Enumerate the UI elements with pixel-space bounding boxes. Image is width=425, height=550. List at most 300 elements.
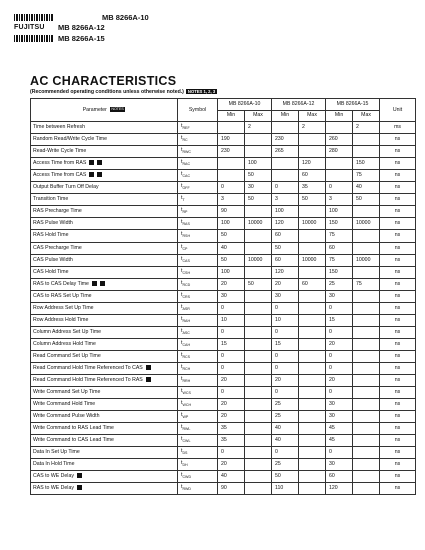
max-value-cell [299,146,326,158]
symbol-subscript: CSH [182,270,191,275]
max-value-cell [353,435,380,447]
symbol-subscript: RAC [182,162,191,167]
table-row [31,158,416,170]
min-value-cell: 0 [218,447,245,459]
min-value-cell: 0 [326,362,353,374]
table-row [31,362,416,374]
max-value-cell [299,314,326,326]
unit-cell: ns [380,326,416,338]
parameter-cell [31,471,178,483]
min-value-cell [326,158,353,170]
max-value-cell [353,206,380,218]
max-value-cell [353,386,380,398]
min-value-cell: 0 [272,447,299,459]
symbol-subscript: ASR [182,306,190,311]
symbol-main: t [181,267,183,274]
unit-cell: ns [380,471,416,483]
max-value-cell [299,302,326,314]
min-value-cell: 75 [326,254,353,266]
unit-cell: ns [380,459,416,471]
min-value-cell: 120 [272,266,299,278]
note-marker [97,160,102,165]
parameter-cell [31,422,178,434]
table-header-row [31,99,416,111]
max-value-cell: 10000 [353,254,380,266]
min-value-cell [326,170,353,182]
min-value-cell [218,122,245,134]
symbol-subscript: DH [182,463,188,468]
max-value-cell [245,146,272,158]
max-value-cell [245,266,272,278]
max-value-cell [245,350,272,362]
min-value-cell: 60 [272,254,299,266]
parameter-label: Write Command Pulse Width [33,412,100,419]
min-value-cell: 110 [272,483,299,495]
parameter-cell [31,290,178,302]
max-value-cell [245,386,272,398]
table-row [31,134,416,146]
symbol-cell [178,326,218,338]
note-marker [77,485,82,490]
part-number: MB 8266A-15 [58,33,105,43]
min-value-cell: 3 [272,194,299,206]
header-min: Min [218,110,245,122]
parameter-label: Output Buffer Turn Off Delay [33,184,99,191]
parameter-cell [31,362,178,374]
max-value-cell: 35 [299,182,326,194]
symbol-main: t [181,123,183,130]
symbol-subscript: OFF [182,186,190,191]
max-value-cell [353,230,380,242]
min-value-cell: 20 [272,374,299,386]
symbol-cell [178,134,218,146]
parameter-cell [31,218,178,230]
note-marker [89,172,94,177]
max-value-cell [353,146,380,158]
section-title: AC CHARACTERISTICS [30,74,177,88]
min-value-cell: 0 [326,447,353,459]
parameter-cell [31,206,178,218]
parameter-cell [31,314,178,326]
symbol-cell [178,146,218,158]
min-value-cell: 10 [272,314,299,326]
min-value-cell [218,170,245,182]
parameter-label: RAS Hold Time [33,232,69,239]
min-value-cell: 0 [218,182,245,194]
min-value-cell: 75 [326,230,353,242]
min-value-cell: 90 [218,206,245,218]
symbol-subscript: CAS [182,258,190,263]
min-value-cell: 45 [326,435,353,447]
max-value-cell: 60 [299,170,326,182]
min-value-cell [272,122,299,134]
min-value-cell: 30 [218,290,245,302]
min-value-cell: 100 [218,266,245,278]
symbol-cell [178,422,218,434]
symbol-main: t [181,472,183,479]
parameter-label: Write Command Set Up Time [33,388,101,395]
min-value-cell: 0 [326,302,353,314]
min-value-cell: 50 [218,230,245,242]
table-row [31,254,416,266]
unit-cell: ns [380,278,416,290]
symbol-subscript: RP [182,210,188,215]
min-value-cell: 40 [272,422,299,434]
min-value-cell: 0 [272,350,299,362]
table-row [31,266,416,278]
symbol-main: t [181,436,183,442]
symbol-main: t [181,411,183,418]
max-value-cell [353,471,380,483]
header-row [14,23,149,34]
parameter-label: Row Address Hold Time [33,316,89,323]
parameter-label: Time between Refresh [33,124,85,131]
parameter-cell [31,266,178,278]
min-value-cell: 60 [272,230,299,242]
max-value-cell [353,374,380,386]
max-value-cell [299,350,326,362]
table-row [31,230,416,242]
parameter-label: Data In Hold Time [33,461,75,468]
symbol-subscript: CWD [182,475,192,480]
min-value-cell: 100 [326,206,353,218]
symbol-main: t [181,219,183,226]
parameter-cell [31,302,178,314]
parameter-label: RAS Precharge Time [33,208,82,215]
symbol-cell [178,386,218,398]
max-value-cell: 40 [353,182,380,194]
table-row [31,218,416,230]
max-value-cell [353,398,380,410]
table-row [31,182,416,194]
unit-cell: ns [380,314,416,326]
min-value-cell: 60 [326,242,353,254]
unit-cell: ns [380,230,416,242]
max-value-cell: 50 [299,194,326,206]
parameter-label: Write Command Hold Time [33,400,96,407]
parameter-label: Row Address Set Up Time [33,304,94,311]
unit-cell: ns [380,386,416,398]
symbol-main: t [181,303,183,310]
symbol-cell [178,483,218,495]
max-value-cell [245,471,272,483]
symbol-subscript: RRH [182,378,191,383]
max-value-cell [299,447,326,459]
symbol-cell [178,459,218,471]
symbol-main: t [181,135,183,142]
table-row [31,290,416,302]
parameter-cell [31,158,178,170]
max-value-cell [245,362,272,374]
barcode-mark [14,35,54,42]
table-row [31,146,416,158]
symbol-subscript: WCH [182,402,192,407]
max-value-cell [245,314,272,326]
min-value-cell: 3 [326,194,353,206]
min-value-cell [272,170,299,182]
max-value-cell [353,483,380,495]
unit-cell: ns [380,146,416,158]
min-value-cell: 20 [218,410,245,422]
max-value-cell [299,398,326,410]
table-row [31,314,416,326]
symbol-cell [178,182,218,194]
parameter-label: Data In Set Up Time [33,449,80,456]
header-unit: Unit [380,99,416,122]
max-value-cell [353,350,380,362]
symbol-main: t [181,315,183,322]
max-value-cell: 10000 [299,218,326,230]
symbol-main: t [181,255,183,262]
unit-cell: ms [380,122,416,134]
unit-cell: ns [380,410,416,422]
unit-cell: ns [380,290,416,302]
min-value-cell: 30 [326,410,353,422]
symbol-main: t [181,460,183,467]
symbol-main: t [181,484,183,491]
min-value-cell: 40 [218,471,245,483]
symbol-subscript: RWL [182,427,191,431]
symbol-subscript: CP [182,246,188,251]
unit-cell: ns [380,435,416,447]
unit-cell: ns [380,483,416,495]
symbol-subscript: RAH [182,318,191,323]
symbol-main: t [181,207,183,214]
header-max: Max [353,110,380,122]
max-value-cell: 120 [299,158,326,170]
max-value-cell [299,290,326,302]
max-value-cell [245,459,272,471]
parameter-label: RAS to WE Delay [33,485,74,492]
min-value-cell: 265 [272,146,299,158]
min-value-cell: 40 [272,435,299,447]
parameter-label: Read Command Set Up Time [33,352,101,359]
parameter-cell [31,134,178,146]
symbol-main: t [181,399,183,406]
max-value-cell [353,410,380,422]
note-marker [97,172,102,177]
min-value-cell: 100 [272,206,299,218]
parameter-label: Column Address Set Up Time [33,328,102,335]
max-value-cell: 50 [245,170,272,182]
max-value-cell [299,483,326,495]
max-value-cell [245,326,272,338]
max-value-cell: 10000 [353,218,380,230]
symbol-subscript: RCH [182,366,191,371]
max-value-cell [299,338,326,350]
max-value-cell [245,422,272,434]
max-value-cell [245,398,272,410]
parameter-cell [31,350,178,362]
min-value-cell: 25 [272,398,299,410]
min-value-cell: 0 [218,350,245,362]
table-row [31,242,416,254]
min-value-cell: 0 [218,386,245,398]
max-value-cell [245,338,272,350]
parameter-cell [31,386,178,398]
unit-cell: ns [380,254,416,266]
unit-cell: ns [380,350,416,362]
max-value-cell [245,374,272,386]
symbol-main: t [181,171,183,178]
parameter-cell [31,410,178,422]
max-value-cell [299,326,326,338]
max-value-cell: 75 [353,278,380,290]
symbol-cell [178,447,218,459]
symbol-main: t [181,291,183,298]
max-value-cell [353,134,380,146]
min-value-cell: 35 [218,435,245,447]
max-value-cell: 50 [353,194,380,206]
max-value-cell: 60 [299,278,326,290]
max-value-cell: 10000 [299,254,326,266]
min-value-cell: 30 [326,290,353,302]
symbol-subscript: RC [182,138,188,143]
max-value-cell [245,447,272,459]
max-value-cell [299,266,326,278]
note-marker [77,473,82,478]
min-value-cell: 35 [218,422,245,434]
parameter-cell [31,254,178,266]
symbol-cell [178,290,218,302]
max-value-cell [353,422,380,434]
max-value-cell: 30 [245,182,272,194]
symbol-subscript: RWC [182,150,191,155]
max-value-cell [245,302,272,314]
max-value-cell [245,134,272,146]
max-value-cell [353,290,380,302]
symbol-subscript: RSH [182,234,191,239]
min-value-cell: 120 [326,483,353,495]
table-row [31,326,416,338]
parameter-cell [31,194,178,206]
max-value-cell [299,471,326,483]
parameter-label: CAS Pulse Width [33,256,73,263]
symbol-subscript: CAC [182,174,191,179]
max-value-cell: 150 [353,158,380,170]
max-value-cell: 50 [245,194,272,206]
symbol-main: t [181,147,183,154]
min-value-cell: 3 [218,194,245,206]
symbol-subscript: RWD [182,487,191,492]
symbol-cell [178,266,218,278]
min-value-cell: 0 [218,362,245,374]
parameter-label: CAS to RAS Set Up Time [33,292,92,299]
min-value-cell: 120 [272,218,299,230]
notes-tag: NOTES [111,106,124,111]
parameter-cell [31,146,178,158]
symbol-cell [178,471,218,483]
table-row [31,194,416,206]
parameter-label: Column Address Hold Time [33,340,96,347]
note-marker [146,365,151,370]
max-value-cell [299,230,326,242]
parameter-cell [31,435,178,447]
symbol-cell [178,122,218,134]
parameter-cell [31,170,178,182]
max-value-cell [299,422,326,434]
parameter-cell [31,338,178,350]
max-value-cell [353,266,380,278]
parameter-label: RAS Pulse Width [33,220,73,227]
max-value-cell: 2 [299,122,326,134]
min-value-cell: 100 [218,218,245,230]
unit-cell: ns [380,447,416,459]
min-value-cell: 260 [326,134,353,146]
min-value-cell: 30 [272,290,299,302]
unit-cell: ns [380,134,416,146]
symbol-subscript: REF [182,126,190,131]
min-value-cell: 0 [326,326,353,338]
min-value-cell: 30 [326,398,353,410]
min-value-cell: 0 [218,302,245,314]
min-value-cell [326,122,353,134]
unit-cell: ns [380,194,416,206]
max-value-cell: 50 [245,278,272,290]
parameter-cell [31,182,178,194]
note-marker [89,160,94,165]
max-value-cell: 10000 [245,218,272,230]
parameter-label: Read Command Hold Time Referenced To CAS [33,364,143,371]
parameter-label: CAS Precharge Time [33,244,82,251]
subtitle-text: (Recommended operating conditions unless otherwise noted.) [30,89,184,95]
symbol-main: t [181,363,183,370]
unit-cell: ns [380,362,416,374]
min-value-cell: 0 [272,326,299,338]
symbol-subscript: DS [182,451,188,456]
unit-cell: ns [380,302,416,314]
table-row [31,170,416,182]
min-value-cell: 20 [272,278,299,290]
note-marker [146,377,151,382]
unit-cell: ns [380,374,416,386]
symbol-cell [178,278,218,290]
max-value-cell [353,447,380,459]
symbol-main: t [181,423,183,430]
symbol-subscript: RCS [182,354,191,359]
symbol-main: t [181,231,183,238]
parameter-cell [31,230,178,242]
parameter-label: Access Time from CAS [33,172,87,179]
max-value-cell [299,362,326,374]
symbol-cell [178,398,218,410]
parameter-label: Read-Write Cycle Time [33,148,87,155]
max-value-cell [299,206,326,218]
table-row [31,302,416,314]
min-value-cell [272,158,299,170]
table-row [31,386,416,398]
max-value-cell [353,326,380,338]
symbol-cell [178,194,218,206]
header-symbol: Symbol [178,99,218,122]
max-value-cell [299,386,326,398]
symbol-main: t [181,339,183,346]
unit-cell: ns [380,398,416,410]
max-value-cell [353,242,380,254]
min-value-cell: 230 [218,146,245,158]
parameter-label: Write Command to CAS Lead Time [33,437,114,444]
min-value-cell: 230 [272,134,299,146]
unit-cell: ns [380,242,416,254]
min-value-cell: 30 [326,459,353,471]
symbol-cell [178,230,218,242]
max-value-cell [299,435,326,447]
min-value-cell: 0 [218,326,245,338]
max-value-cell [245,435,272,447]
parameter-label: Write Command to RAS Lead Time [33,424,114,431]
symbol-subscript: T [182,198,185,203]
notes-tag: NOTES 1, 2, 3 [187,89,216,94]
